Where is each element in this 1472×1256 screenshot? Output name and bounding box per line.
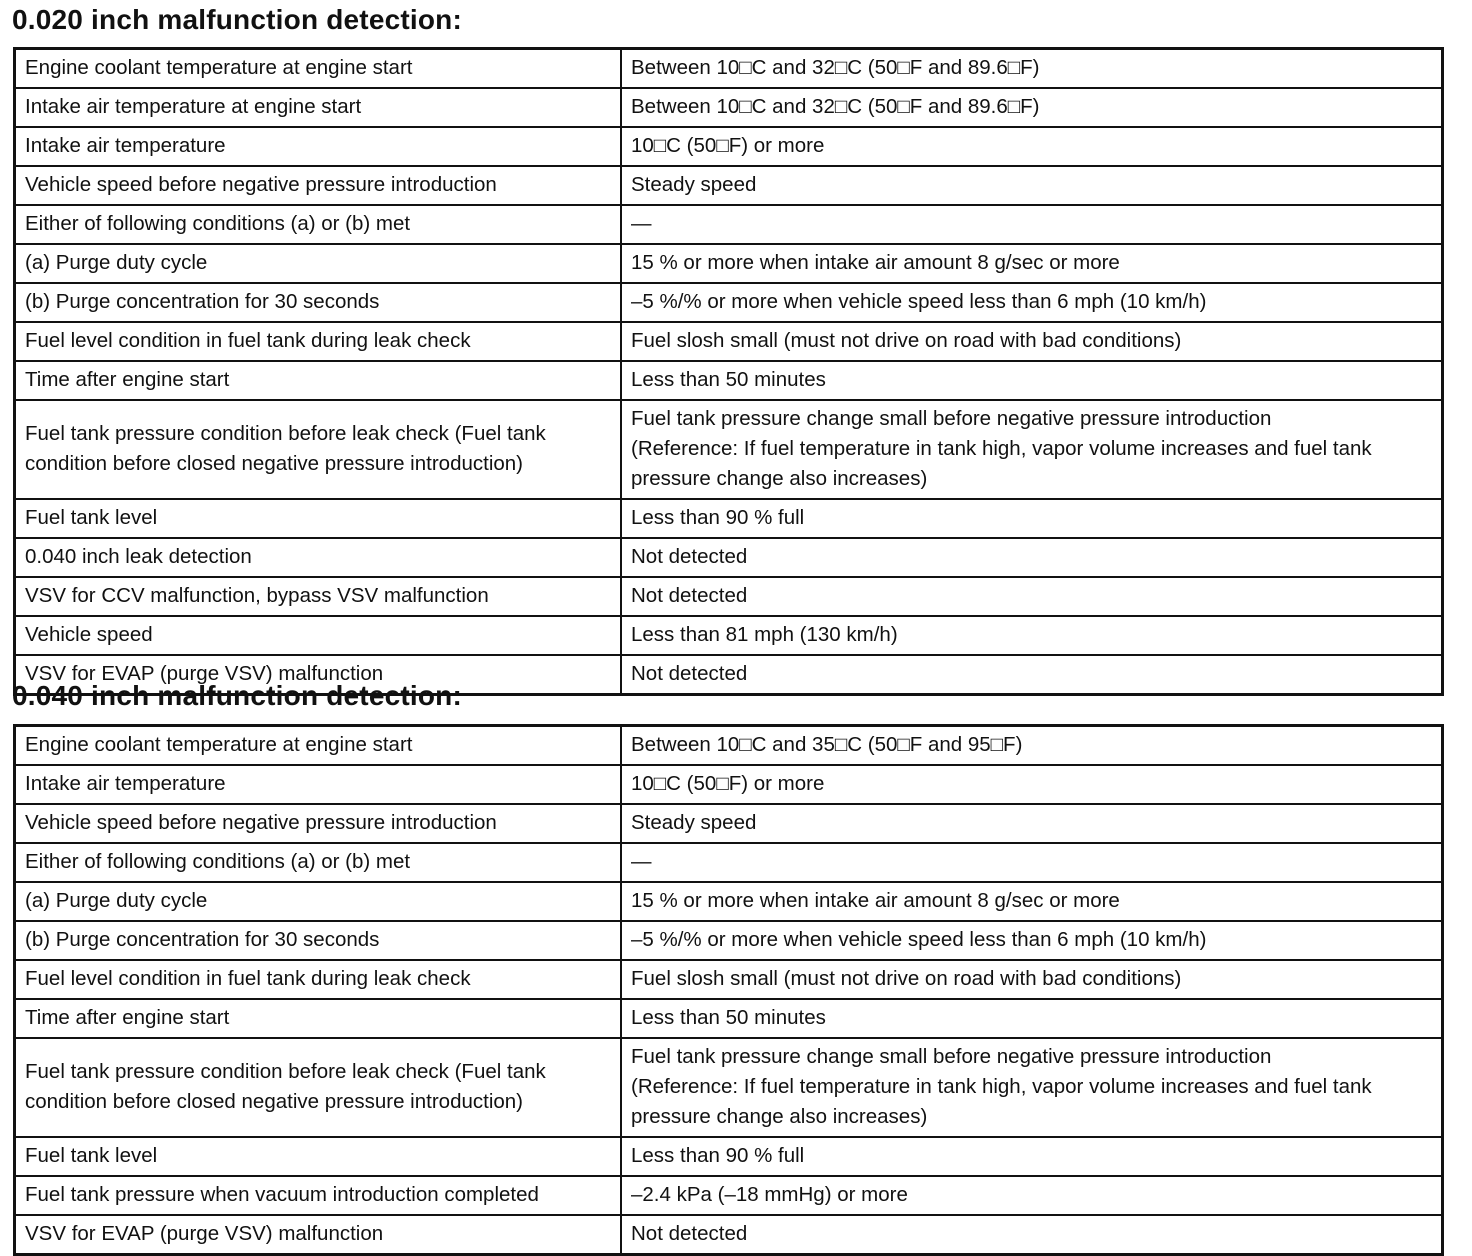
value-line: Between 10□C and 35□C (50□F and 95□F) bbox=[631, 733, 1023, 756]
value-cell bbox=[621, 1038, 1443, 1137]
value-cell bbox=[621, 205, 1443, 244]
table-row bbox=[15, 400, 1443, 499]
condition-cell: Intake air temperature bbox=[15, 765, 622, 804]
table-row bbox=[15, 921, 1443, 960]
value-cell bbox=[621, 499, 1443, 538]
condition-cell: Fuel tank level bbox=[15, 499, 622, 538]
value-cell bbox=[621, 1176, 1443, 1215]
value-line: 15 % or more when intake air amount 8 g/sec or more bbox=[631, 889, 1120, 912]
value-cell bbox=[621, 361, 1443, 400]
value-line: 10□C (50□F) or more bbox=[631, 134, 825, 157]
table-row bbox=[15, 322, 1443, 361]
table-row bbox=[15, 49, 1443, 89]
condition-cell: VSV for EVAP (purge VSV) malfunction bbox=[15, 655, 622, 695]
table-row bbox=[15, 882, 1443, 921]
value-line: Not detected bbox=[631, 545, 748, 568]
value-cell bbox=[621, 843, 1443, 882]
section-title-0040: 0.040 inch malfunction detection: bbox=[12, 680, 463, 711]
value-cell bbox=[621, 538, 1443, 577]
table-row bbox=[15, 843, 1443, 882]
table-row bbox=[15, 166, 1443, 205]
condition-cell: Time after engine start bbox=[15, 361, 622, 400]
conditions-table-0020 bbox=[13, 47, 1444, 696]
table-row bbox=[15, 960, 1443, 999]
value-line: 15 % or more when intake air amount 8 g/sec or more bbox=[631, 251, 1120, 274]
table-row bbox=[15, 205, 1443, 244]
value-line: –5 %/% or more when vehicle speed less than 6 mph (10 km/h) bbox=[631, 928, 1207, 951]
value-cell bbox=[621, 616, 1443, 655]
value-cell bbox=[621, 1137, 1443, 1176]
value-cell bbox=[621, 166, 1443, 205]
condition-cell: (a) Purge duty cycle bbox=[15, 882, 622, 921]
table-row bbox=[15, 1137, 1443, 1176]
condition-cell: VSV for EVAP (purge VSV) malfunction bbox=[15, 1215, 622, 1255]
value-line: Less than 50 minutes bbox=[631, 1006, 826, 1029]
value-line: Fuel slosh small (must not drive on road with bad conditions) bbox=[631, 329, 1182, 352]
condition-cell: Fuel tank pressure condition before leak check (Fuel tank condition before closed negative pressure introduction) bbox=[15, 1038, 622, 1137]
condition-cell: VSV for CCV malfunction, bypass VSV malfunction bbox=[15, 577, 622, 616]
table-row bbox=[15, 1038, 1443, 1137]
value-line: Between 10□C and 32□C (50□F and 89.6□F) bbox=[631, 56, 1040, 79]
table-row bbox=[15, 538, 1443, 577]
value-cell bbox=[621, 283, 1443, 322]
value-cell bbox=[621, 999, 1443, 1038]
condition-cell: Fuel level condition in fuel tank during leak check bbox=[15, 322, 622, 361]
value-line: Less than 90 % full bbox=[631, 1144, 805, 1167]
value-line: –2.4 kPa (–18 mmHg) or more bbox=[631, 1183, 908, 1206]
value-line: (Reference: If fuel temperature in tank high, vapor volume increases and fuel tank pressure change also increases) bbox=[631, 1075, 1372, 1128]
table-row bbox=[15, 88, 1443, 127]
value-cell bbox=[621, 960, 1443, 999]
value-line: — bbox=[631, 212, 652, 235]
value-line: Not detected bbox=[631, 662, 748, 685]
table-row bbox=[15, 127, 1443, 166]
table-row bbox=[15, 1176, 1443, 1215]
value-cell bbox=[621, 921, 1443, 960]
table-row bbox=[15, 577, 1443, 616]
condition-cell: 0.040 inch leak detection bbox=[15, 538, 622, 577]
condition-cell: Intake air temperature bbox=[15, 127, 622, 166]
value-cell bbox=[621, 726, 1443, 766]
table-row bbox=[15, 804, 1443, 843]
table-row bbox=[15, 616, 1443, 655]
table-row bbox=[15, 499, 1443, 538]
condition-cell: (b) Purge concentration for 30 seconds bbox=[15, 283, 622, 322]
condition-cell: Vehicle speed bbox=[15, 616, 622, 655]
value-cell bbox=[621, 127, 1443, 166]
value-cell bbox=[621, 577, 1443, 616]
value-cell bbox=[621, 400, 1443, 499]
table-row bbox=[15, 361, 1443, 400]
value-cell bbox=[621, 765, 1443, 804]
section-title-0020: 0.020 inch malfunction detection: bbox=[12, 4, 463, 35]
value-cell bbox=[621, 1215, 1443, 1255]
value-line: 10□C (50□F) or more bbox=[631, 772, 825, 795]
value-line: Steady speed bbox=[631, 811, 757, 834]
value-cell bbox=[621, 322, 1443, 361]
value-line: Less than 90 % full bbox=[631, 506, 805, 529]
condition-cell: Fuel tank pressure when vacuum introduction completed bbox=[15, 1176, 622, 1215]
value-line: Steady speed bbox=[631, 173, 757, 196]
condition-cell: Intake air temperature at engine start bbox=[15, 88, 622, 127]
condition-cell: Vehicle speed before negative pressure introduction bbox=[15, 804, 622, 843]
value-line: Fuel tank pressure change small before negative pressure introduction bbox=[631, 1045, 1272, 1068]
condition-cell: Either of following conditions (a) or (b) met bbox=[15, 843, 622, 882]
condition-cell: Fuel level condition in fuel tank during leak check bbox=[15, 960, 622, 999]
condition-cell: (b) Purge concentration for 30 seconds bbox=[15, 921, 622, 960]
condition-cell: Vehicle speed before negative pressure introduction bbox=[15, 166, 622, 205]
condition-cell: Fuel tank pressure condition before leak check (Fuel tank condition before closed negative pressure introduction) bbox=[15, 400, 622, 499]
value-cell bbox=[621, 49, 1443, 89]
value-line: Less than 81 mph (130 km/h) bbox=[631, 623, 898, 646]
condition-cell: Fuel tank level bbox=[15, 1137, 622, 1176]
value-line: Not detected bbox=[631, 1222, 748, 1245]
value-cell bbox=[621, 244, 1443, 283]
value-line: Fuel slosh small (must not drive on road with bad conditions) bbox=[631, 967, 1182, 990]
value-line: Less than 50 minutes bbox=[631, 368, 826, 391]
table-row bbox=[15, 1215, 1443, 1255]
value-cell bbox=[621, 882, 1443, 921]
value-line: Not detected bbox=[631, 584, 748, 607]
value-cell bbox=[621, 88, 1443, 127]
value-line: Between 10□C and 32□C (50□F and 89.6□F) bbox=[631, 95, 1040, 118]
value-line: –5 %/% or more when vehicle speed less than 6 mph (10 km/h) bbox=[631, 290, 1207, 313]
table-row bbox=[15, 765, 1443, 804]
condition-cell: (a) Purge duty cycle bbox=[15, 244, 622, 283]
condition-cell: Either of following conditions (a) or (b) met bbox=[15, 205, 622, 244]
table-row bbox=[15, 726, 1443, 766]
table-row bbox=[15, 283, 1443, 322]
value-cell bbox=[621, 804, 1443, 843]
condition-cell: Engine coolant temperature at engine start bbox=[15, 49, 622, 89]
table-row bbox=[15, 244, 1443, 283]
conditions-table-0040 bbox=[13, 724, 1444, 1256]
value-line: Fuel tank pressure change small before negative pressure introduction bbox=[631, 407, 1272, 430]
value-line: (Reference: If fuel temperature in tank high, vapor volume increases and fuel tank pressure change also increases) bbox=[631, 437, 1372, 490]
value-line: — bbox=[631, 850, 652, 873]
table-row bbox=[15, 999, 1443, 1038]
value-cell bbox=[621, 655, 1443, 695]
condition-cell: Engine coolant temperature at engine start bbox=[15, 726, 622, 766]
condition-cell: Time after engine start bbox=[15, 999, 622, 1038]
